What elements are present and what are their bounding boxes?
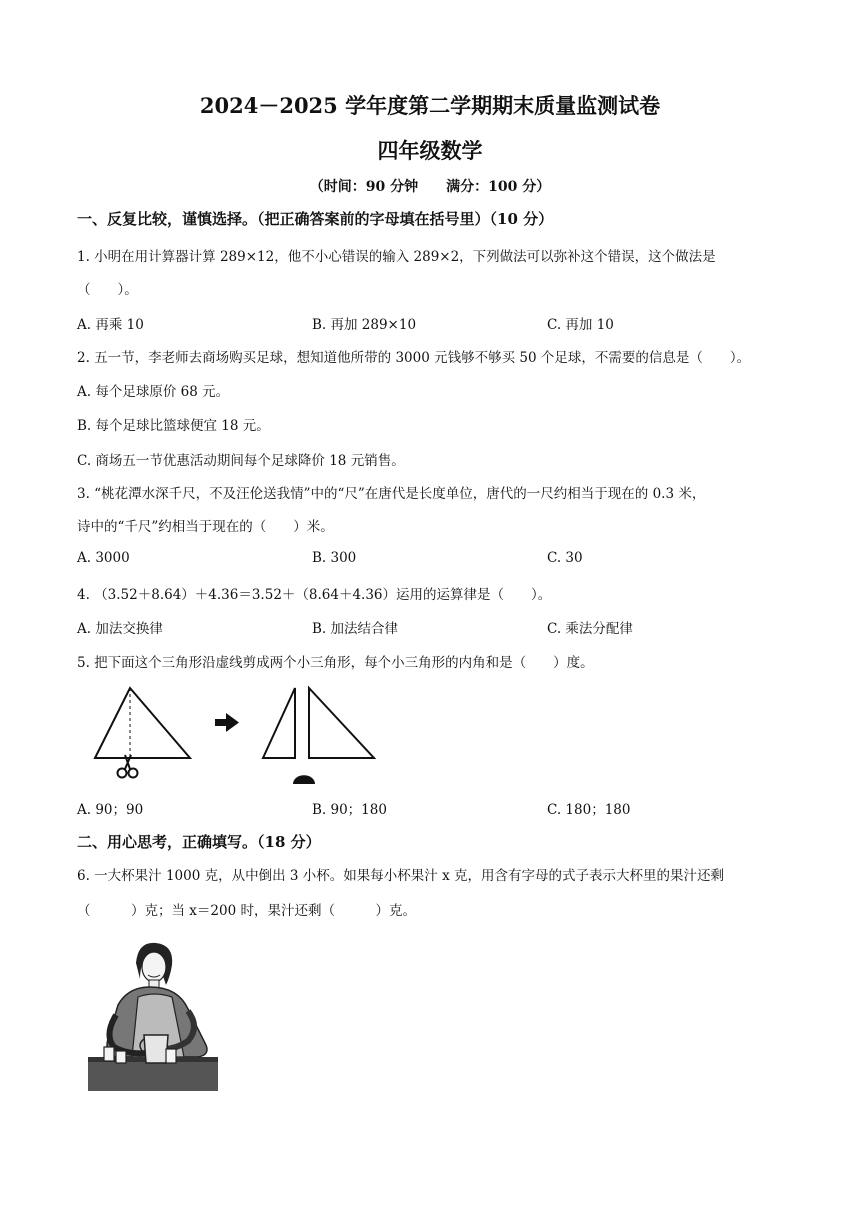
q3-text: 3. “桃花潭水深千尺，不及汪伦送我情”中的“尺”在唐代是长度单位，唐代的一尺约相当于现在的 0.3 米，: [77, 486, 706, 502]
q2-text: 2. 五一节，李老师去商场购买足球，想知道他所带的 3000 元钱够不够买 50 个足球，不需要的信息是（ ）。: [77, 350, 751, 366]
clipped-mark: [293, 775, 315, 784]
q2-option-a: A. 每个足球原价 68 元。: [77, 384, 230, 400]
q5-text: 5. 把下面这个三角形沿虚线剪成两个小三角形，每个小三角形的内角和是（ ）度。: [77, 655, 594, 671]
exam-meta: （时间：90 分钟 满分：100 分）: [309, 179, 551, 195]
section-1-heading: 一、反复比较，谨慎选择。（把正确答案前的字母填在括号里）（10 分）: [77, 210, 554, 228]
q3-option-c: C. 30: [547, 550, 583, 566]
exam-subtitle: 四年级数学: [377, 138, 483, 163]
q3-text-2: 诗中的“千尺”约相当于现在的（ ）米。: [77, 519, 334, 535]
q1-blank: （ ）。: [77, 282, 138, 298]
q1-option-a: A. 再乘 10: [77, 317, 144, 333]
cut-triangles: [263, 688, 374, 758]
q1-option-b: B. 再加 289×10: [312, 317, 417, 333]
q2-option-c: C. 商场五一节优惠活动期间每个足球降价 18 元销售。: [77, 453, 405, 469]
q4-option-b: B. 加法结合律: [312, 621, 399, 637]
triangle-cut-figure: [85, 680, 385, 785]
q5-option-c: C. 180；180: [547, 802, 631, 818]
q4-option-a: A. 加法交换律: [77, 621, 163, 637]
q5-option-a: A. 90；90: [77, 802, 144, 818]
section-2-heading: 二、用心思考，正确填写。（18 分）: [77, 833, 321, 851]
exam-title: 2024－2025 学年度第二学期期末质量监测试卷: [199, 93, 661, 118]
original-triangle: [95, 688, 190, 758]
q4-text: 4. （3.52＋8.64）＋4.36＝3.52＋（8.64＋4.36）运用的运算律是（ ）。: [77, 587, 552, 603]
q6-text: 6. 一大杯果汁 1000 克，从中倒出 3 小杯。如果每小杯果汁 x 克，用含有字母的式子表示大杯里的果汁还剩: [77, 868, 724, 884]
woman-pouring-juice-illustration: [88, 935, 218, 1095]
q1-option-c: C. 再加 10: [547, 317, 614, 333]
q3-option-b: B. 300: [312, 550, 357, 566]
q6-text-2: （ ）克；当 x＝200 时，果汁还剩（ ）克。: [77, 903, 416, 919]
q3-option-a: A. 3000: [77, 550, 130, 566]
q1-text: 1. 小明在用计算器计算 289×12，他不小心错误的输入 289×2，下列做法可以弥补这个错误，这个做法是: [77, 249, 716, 265]
q2-option-b: B. 每个足球比篮球便宜 18 元。: [77, 418, 270, 434]
q4-option-c: C. 乘法分配律: [547, 621, 633, 637]
right-arrow-icon: [215, 713, 239, 732]
q5-option-b: B. 90；180: [312, 802, 387, 818]
